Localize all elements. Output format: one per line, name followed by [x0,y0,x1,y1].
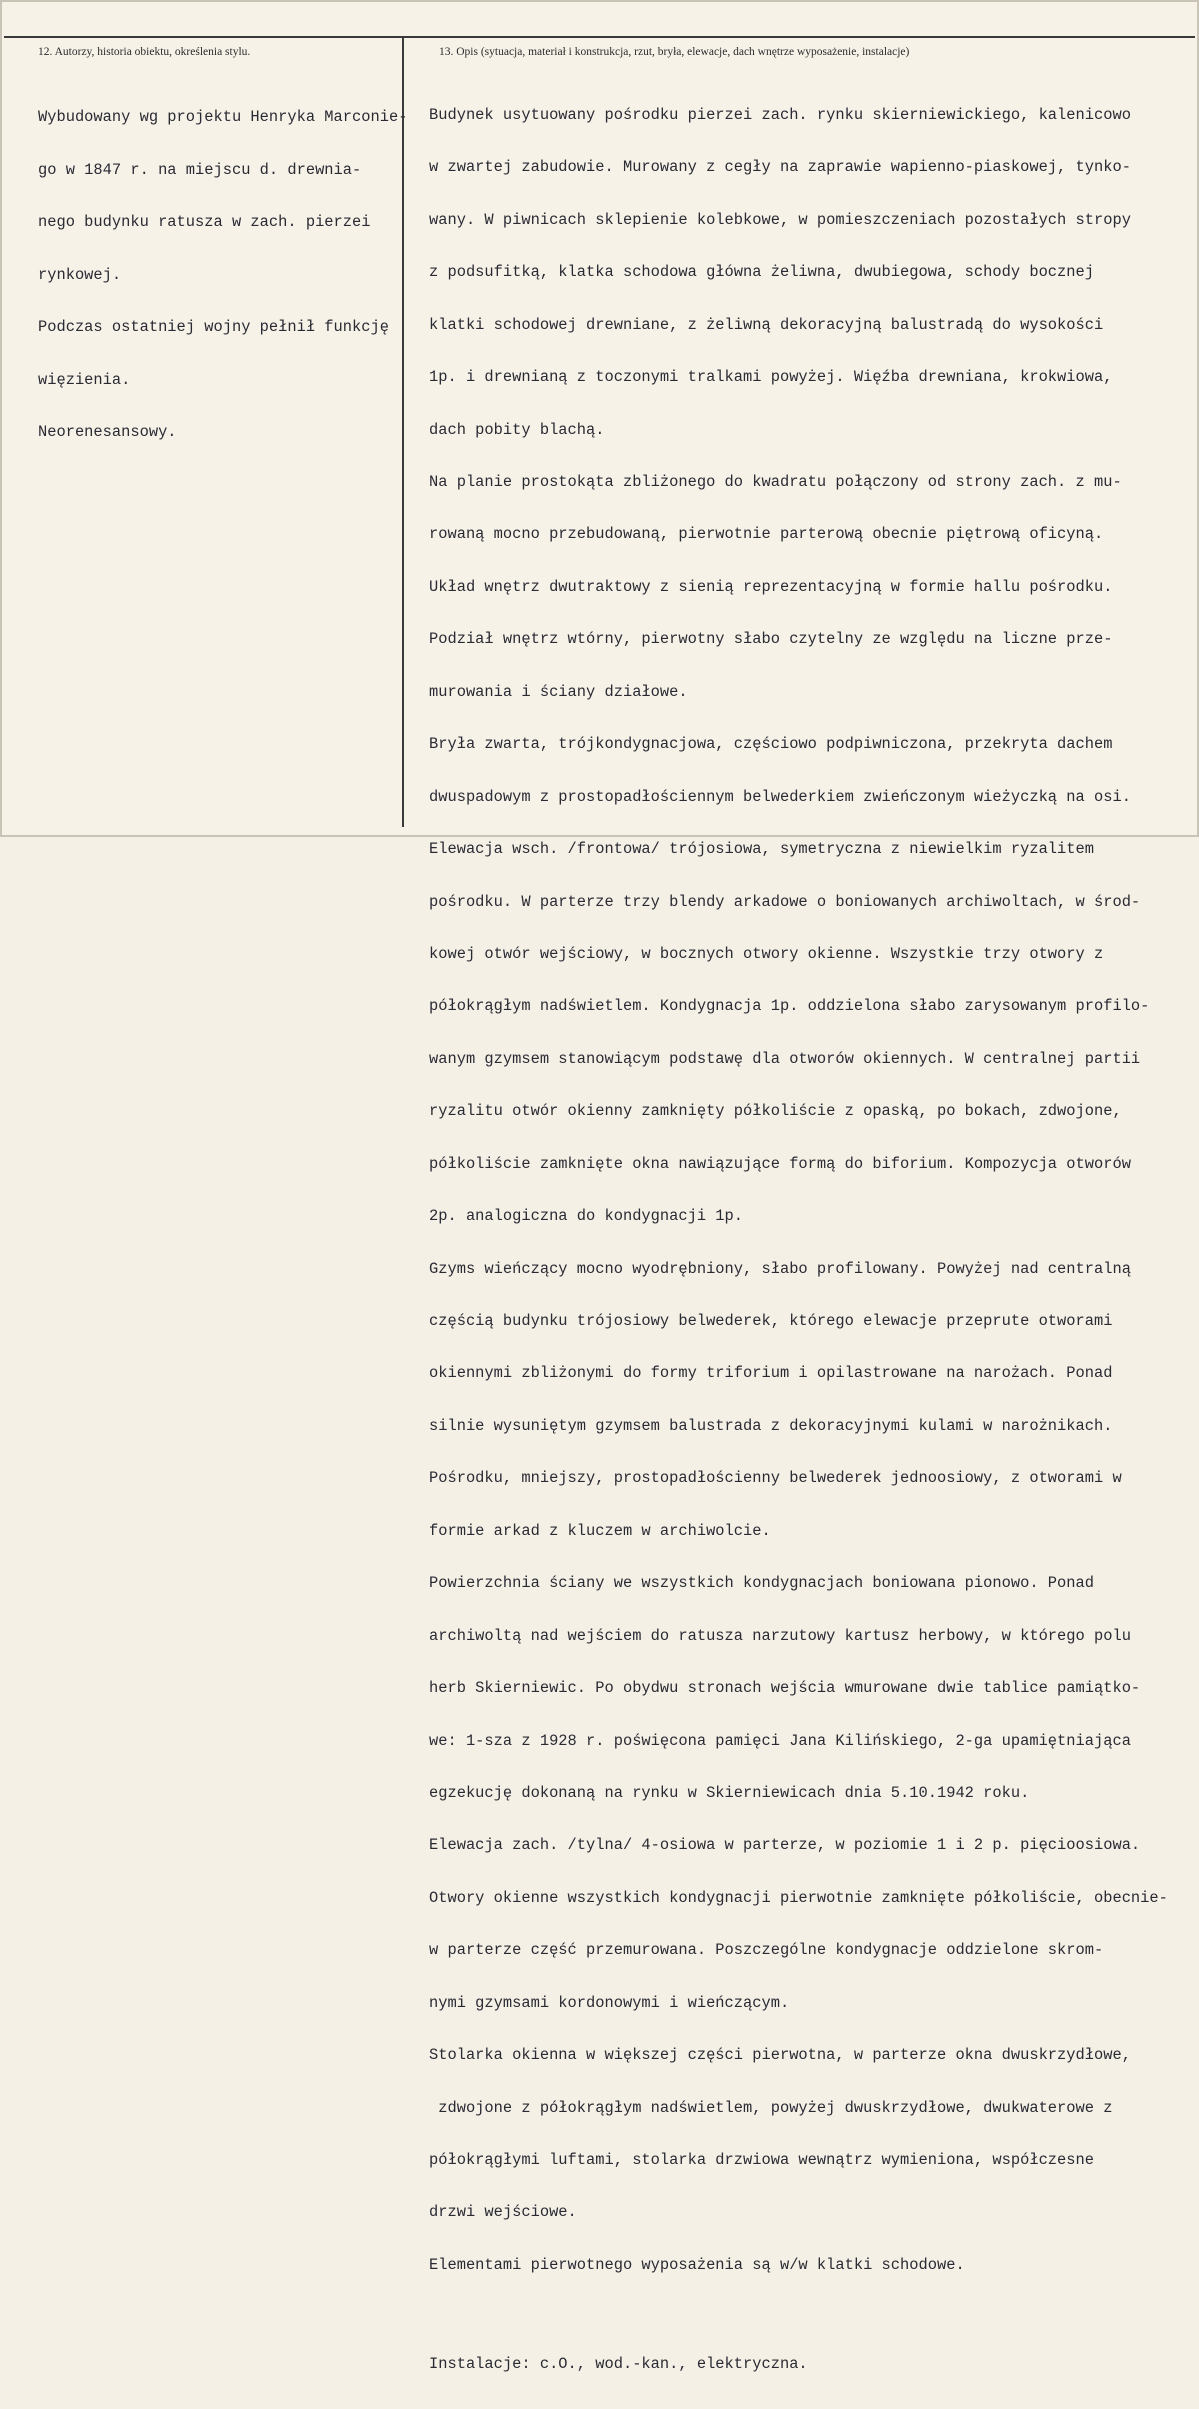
text-line: w zwartej zabudowie. Murowany z cegły na zaprawie wapienno-piaskowej, tynko- [429,158,1131,177]
text-line: egzekucję dokonaną na rynku w Skierniewicach dnia 5.10.1942 roku. [429,1783,1030,1802]
text-line: Elementami pierwotnego wyposażenia są w/w klatki schodowe. [429,2255,965,2274]
text-line: Układ wnętrz dwutraktowy z sienią reprezentacyjną w formie hallu pośrodku. [429,577,1113,596]
text-line: Bryła zwarta, trójkondygnacjowa, częściowo podpiwniczona, przekryta dachem [429,735,1113,754]
text-line: klatki schodowej drewniane, z żeliwną dekoracyjną balustradą do wysokości [429,315,1104,334]
text-line: go w 1847 r. na miejscu d. drewnia- [38,160,362,179]
text-line: formie arkad z kluczem w archiwolcie. [429,1521,771,1540]
text-line: dwuspadowym z prostopadłościennym belwederkiem zwieńczonym wieżyczką na osi. [429,787,1131,806]
text-line: nymi gzymsami kordonowymi i wieńczącym. [429,1993,790,2012]
text-line: Stolarka okienna w większej części pierwotna, w parterze okna dwuskrzydłowe, [429,2046,1131,2065]
text-line: półokrągłymi luftami, stolarka drzwiowa wewnątrz wymieniona, współczesne [429,2151,1094,2170]
text-line: dach pobity blachą. [429,420,605,439]
spacer [429,2309,1197,2321]
text-line: kowej otwór wejściowy, w bocznych otwory okienne. Wszystkie trzy otwory z [429,944,1104,963]
text-line: Elewacja wsch. /frontowa/ trójosiowa, symetryczna z niewielkim ryzalitem [429,840,1094,859]
text-line: wany. W piwnicach sklepienie kolebkowe, w pomieszczeniach pozostałych stropy [429,210,1131,229]
text-line: silnie wysuniętym gzymsem balustrada z dekoracyjnymi kulami w narożnikach. [429,1416,1113,1435]
text-line: murowania i ściany działowe. [429,682,688,701]
text-line: Neorenesansowy. [38,423,177,441]
text-line: Wybudowany wg projektu Henryka Marconie- [38,108,408,126]
text-line: Gzyms wieńczący mocno wyodrębniony, słabo profilowany. Powyżej nad centralną [429,1259,1131,1278]
text-line: Pośrodku, mniejszy, prostopadłościenny belwederek jednoosiowy, z otworami w [429,1469,1122,1488]
text-line: pośrodku. W parterze trzy blendy arkadowe o boniowanych archiwoltach, w środ- [429,892,1141,911]
description-text [429,72,1197,2409]
text-line: rowaną mocno przebudowaną, pierwotnie parterową obecnie piętrową oficyną. [429,525,1104,544]
text-line: okiennymi zbliżonymi do formy triforium i opilastrowane na narożach. Ponad [429,1364,1113,1383]
text-line: Elewacja zach. /tylna/ 4-osiowa w parterze, w poziomie 1 i 2 p. pięcioosiowa. [429,1836,1141,1855]
text-line: wanym gzymsem stanowiącym podstawę dla otworów okiennych. W centralnej partii [429,1049,1141,1068]
text-line: nego budynku ratusza w zach. pierzei [38,213,371,231]
text-line: 2p. analogiczna do kondygnacji 1p. [429,1207,744,1226]
text-line: Budynek usytuowany pośrodku pierzei zach. rynku skierniewickiego, kalenicowo [429,105,1131,124]
text-line: Na planie prostokąta zbliżonego do kwadratu połączony od strony zach. z mu- [429,473,1122,492]
text-line: Podczas ostatniej wojny pełnił funkcję [38,318,389,336]
installations-line: Instalacje: c.O., wod.-kan., elektryczna. [429,2355,808,2374]
text-line: archiwoltą nad wejściem do ratusza narzutowy kartusz herbowy, w którego polu [429,1626,1131,1645]
text-line: rynkowej. [38,265,122,284]
text-line: drzwi wejściowe. [429,2203,577,2222]
text-line: w parterze część przemurowana. Poszczególne kondygnacje oddzielone skrom- [429,1941,1104,1960]
text-line: Podział wnętrz wtórny, pierwotny słabo czytelny ze względu na liczne prze- [429,630,1113,649]
text-line: więzienia. [38,370,131,389]
text-line: półkoliście zamknięte okna nawiązujące formą do biforium. Kompozycja otworów [429,1154,1131,1173]
text-line: herb Skierniewic. Po obydwu stronach wejścia wmurowane dwie tablice pamiątko- [429,1679,1141,1698]
text-line: ryzalitu otwór okienny zamknięty półkoliście z opaską, po bokach, zdwojone, [429,1102,1122,1121]
authors-history-text [38,74,416,477]
text-line: we: 1-sza z 1928 r. poświęcona pamięci Jana Kilińskiego, 2-ga upamiętniająca [429,1731,1131,1750]
text-line: zdwojone z półokrągłym nadświetlem, powyżej dwuskrzydłowe, dwukwaterowe z [429,2098,1113,2117]
section-13-header: 13. Opis (sytuacja, materiał i konstrukcja, rzut, bryła, elewacje, dach wnętrze wyposażenie, instalacje) [439,46,910,58]
text-line: 1p. i drewnianą z toczonymi tralkami powyżej. Więźba drewniana, krokwiowa, [429,368,1113,387]
text-line: półokrągłym nadświetlem. Kondygnacja 1p. oddzielona słabo zarysowanym profilo- [429,997,1150,1016]
header-divider [4,36,1195,38]
text-line: Powierzchnia ściany we wszystkich kondygnacjach boniowana pionowo. Ponad [429,1574,1094,1593]
text-line: częścią budynku trójosiowy belwederek, którego elewacje przeprute otworami [429,1312,1113,1331]
section-12-header: 12. Autorzy, historia obiektu, określenia stylu. [38,46,251,58]
text-line: Otwory okienne wszystkich kondygnacji pierwotnie zamknięte półkoliście, obecnie- [429,1888,1168,1907]
text-line: z podsufitką, klatka schodowa główna żeliwna, dwubiegowa, schody bocznej [429,263,1094,282]
